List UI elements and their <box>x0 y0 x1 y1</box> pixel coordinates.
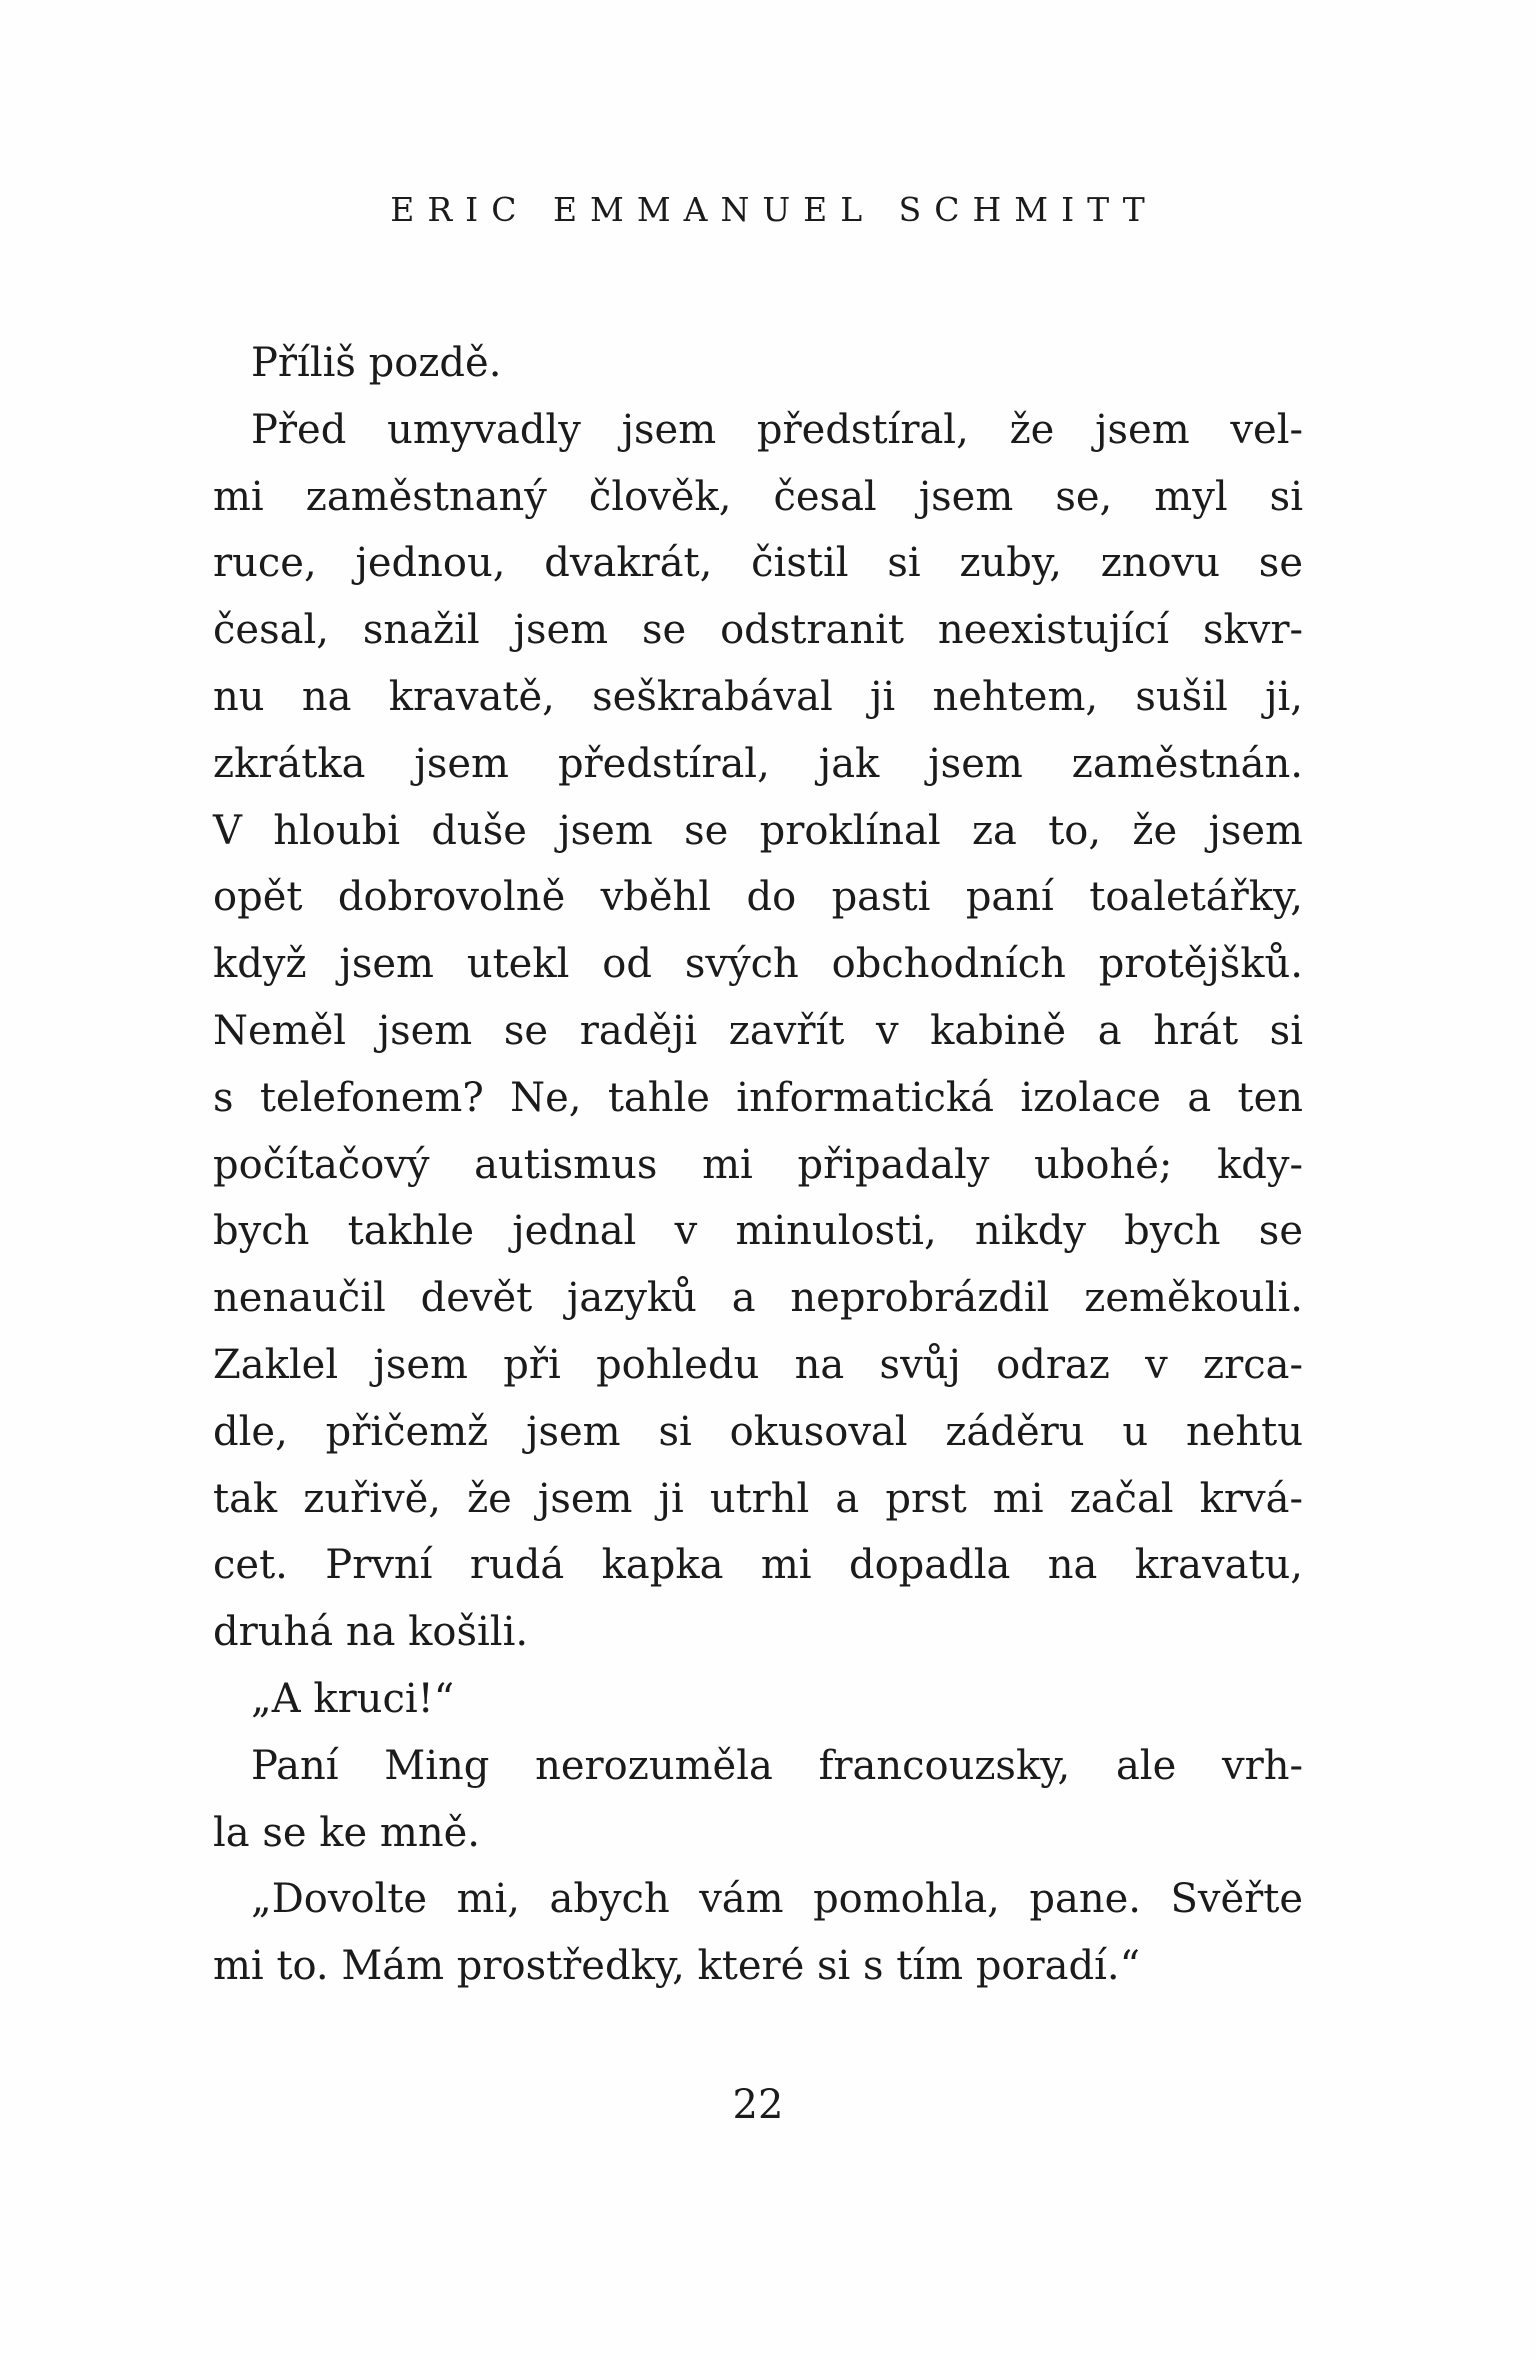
text-line: dle, přičemž jsem si okusoval záděru u nehtu <box>213 1408 1303 1455</box>
text-line: nu na kravatě, seškrabával ji nehtem, sušil ji, <box>213 673 1303 720</box>
text-line: la se ke mně. <box>213 1809 480 1856</box>
text-line: počítačový autismus mi připadaly ubohé; kdy- <box>213 1141 1303 1188</box>
text-line: mi zaměstnaný člověk, česal jsem se, myl si <box>213 473 1303 520</box>
text-line: bych takhle jednal v minulosti, nikdy bych se <box>213 1208 1303 1255</box>
text-line: česal, snažil jsem se odstranit neexistující skvr- <box>213 607 1303 654</box>
text-line: s telefonem? Ne, tahle informatická izolace a ten <box>213 1074 1303 1121</box>
text-line: mi to. Mám prostředky, které si s tím poradí.“ <box>213 1943 1141 1990</box>
text-line: druhá na košili. <box>213 1609 529 1656</box>
page-number: 22 <box>732 2082 784 2128</box>
text-line: nenaučil devět jazyků a neprobrázdil zeměkouli. <box>213 1275 1303 1322</box>
text-line: „Dovolte mi, abych vám pomohla, pane. Svěřte <box>251 1876 1303 1923</box>
text-line: ruce, jednou, dvakrát, čistil si zuby, znovu se <box>213 540 1303 587</box>
text-line: V hloubi duše jsem se proklínal za to, že jsem <box>213 807 1303 854</box>
text-line: Neměl jsem se raději zavřít v kabině a hrát si <box>213 1007 1303 1054</box>
text-line: Příliš pozdě. <box>251 340 502 386</box>
running-header: ERIC EMMANUEL SCHMITT <box>390 190 1158 229</box>
body-text <box>213 330 1303 2000</box>
text-line: Paní Ming nerozuměla francouzsky, ale vrh- <box>251 1742 1303 1789</box>
text-line: „A kruci!“ <box>251 1675 455 1722</box>
text-line: cet. První rudá kapka mi dopadla na kravatu, <box>213 1542 1303 1589</box>
text-line: opět dobrovolně vběhl do pasti paní toaletářky, <box>213 874 1303 921</box>
text-line: Před umyvadly jsem předstíral, že jsem vel- <box>251 406 1303 453</box>
text-line: Zaklel jsem při pohledu na svůj odraz v zrca- <box>213 1341 1303 1388</box>
text-line: zkrátka jsem předstíral, jak jsem zaměstnán. <box>213 740 1303 787</box>
text-line: tak zuřivě, že jsem ji utrhl a prst mi začal krvá- <box>213 1475 1303 1522</box>
text-line: když jsem utekl od svých obchodních protějšků. <box>213 941 1303 988</box>
